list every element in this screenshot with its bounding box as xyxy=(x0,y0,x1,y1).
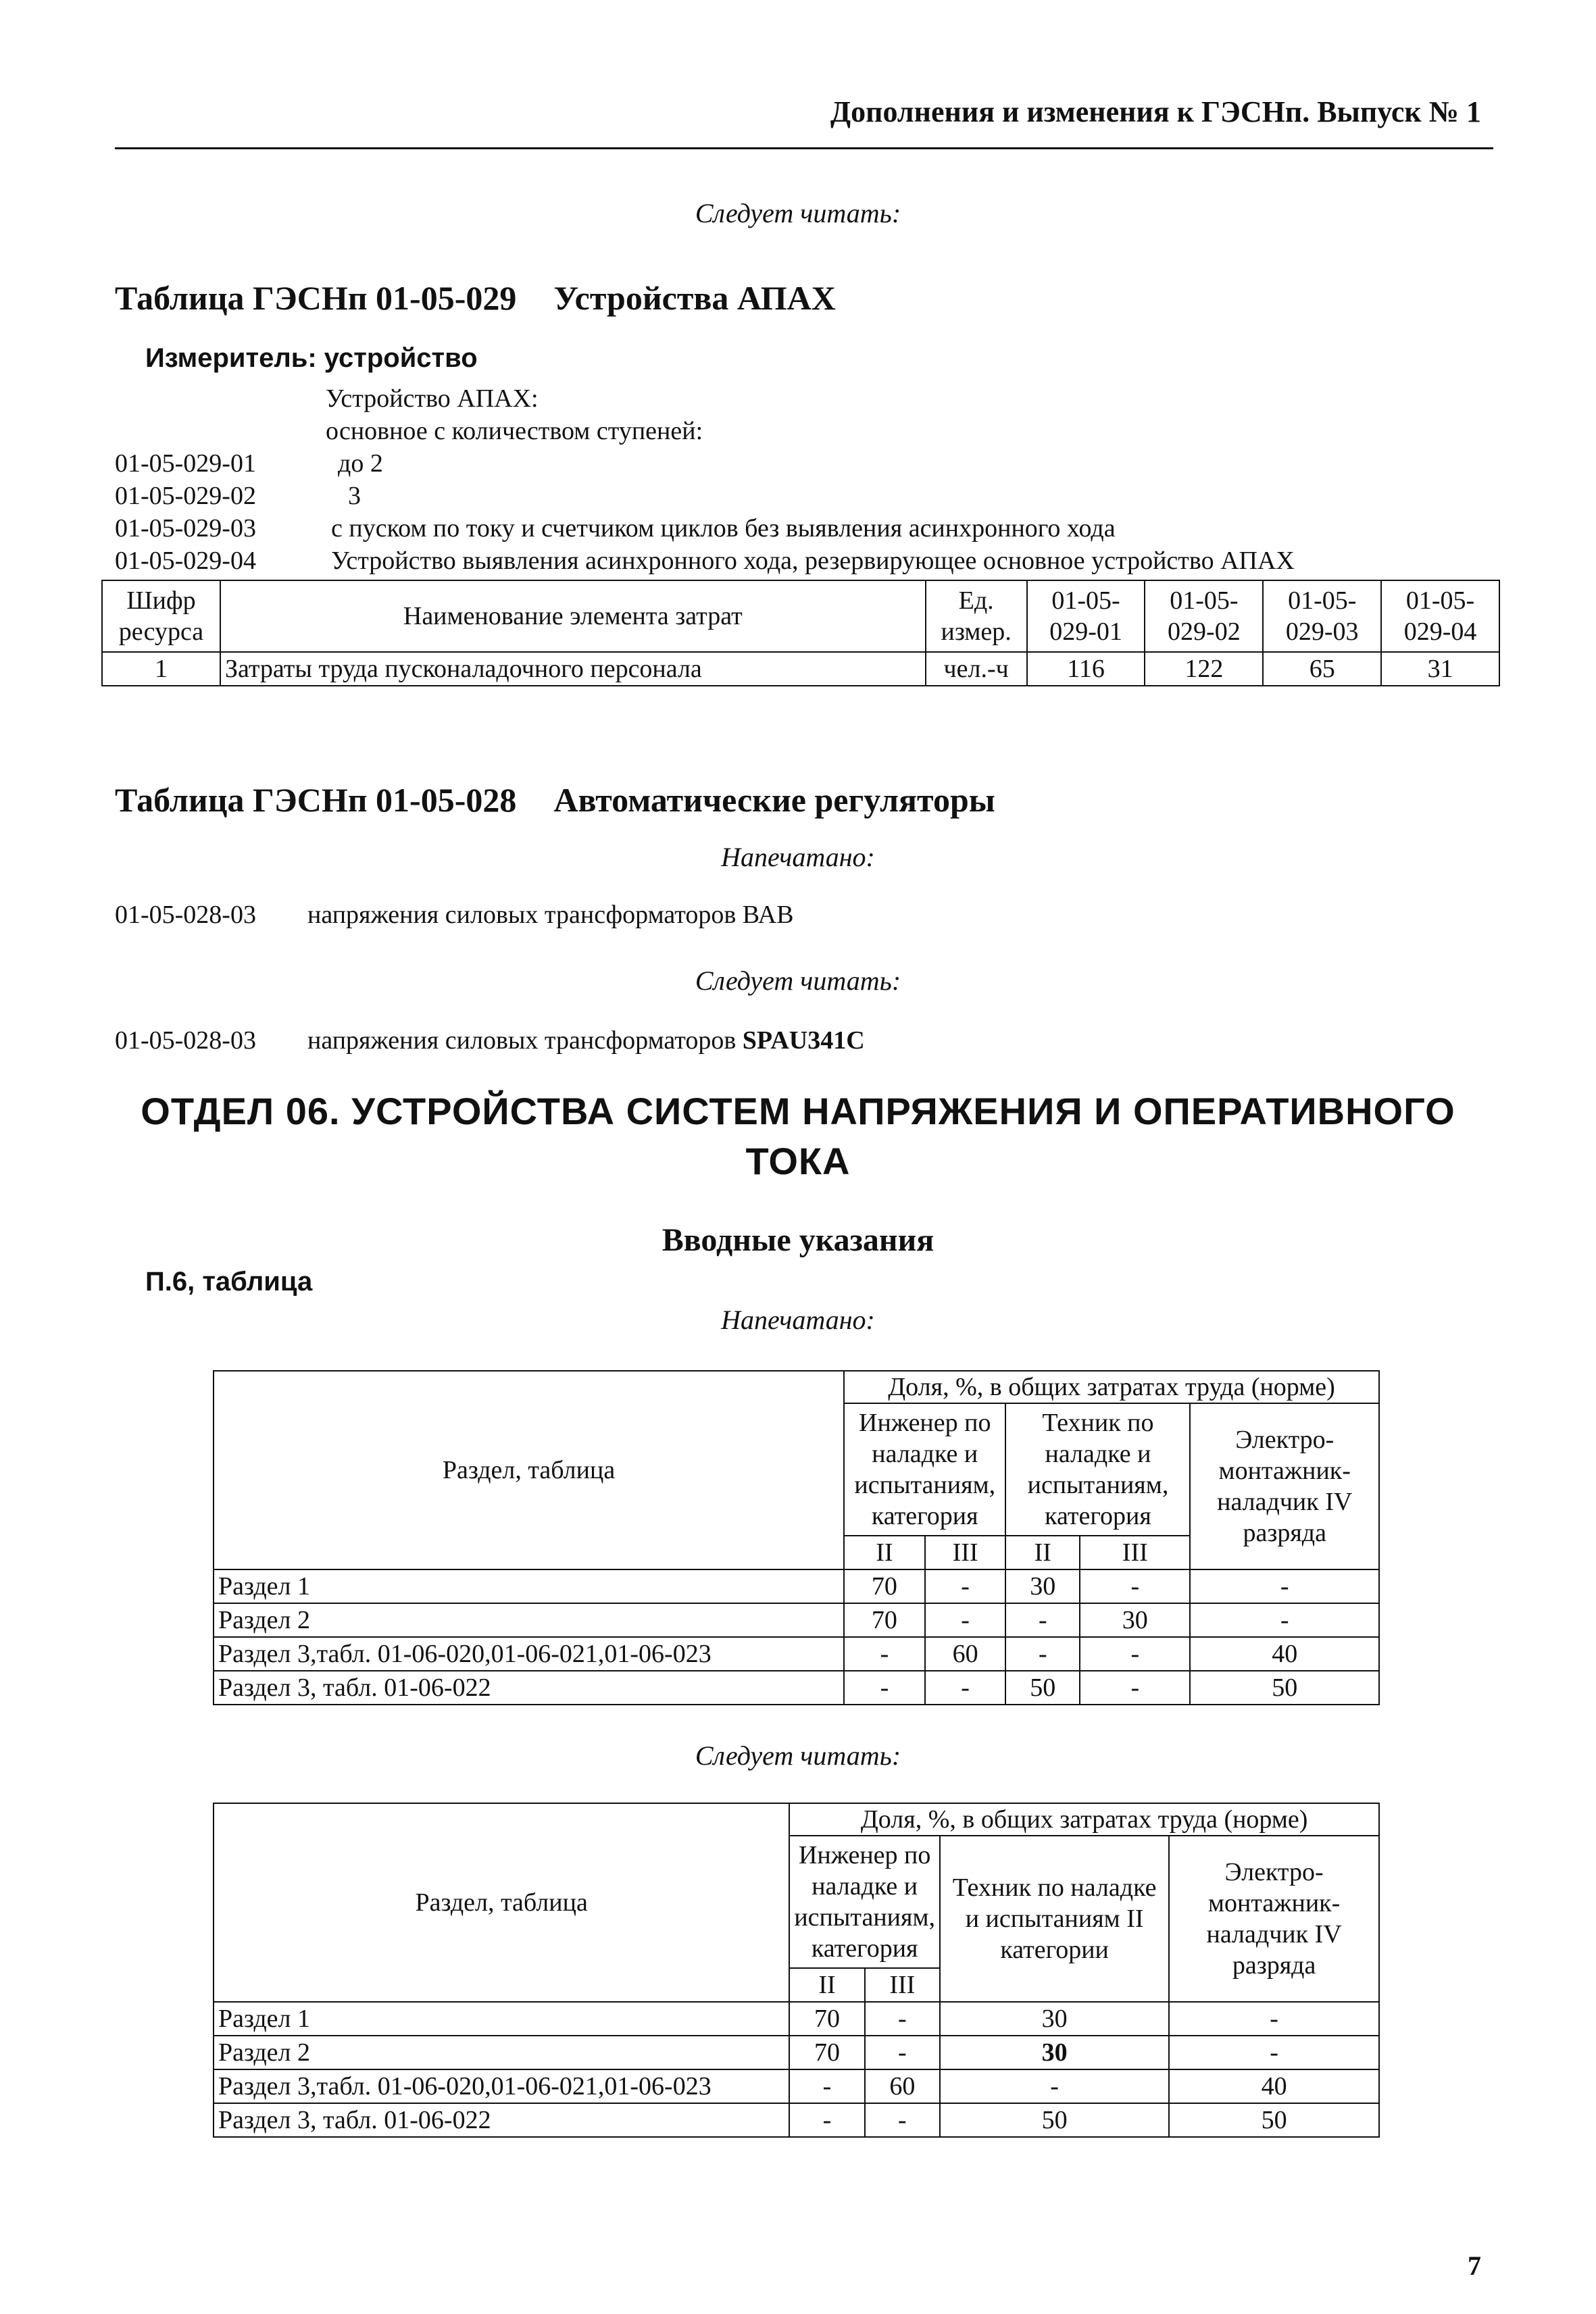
t029-line-5-text: Устройство выявления асинхронного хода, резервирующее основное устройство АПАХ xyxy=(331,547,1295,575)
section-title xyxy=(0,1086,1596,1186)
col-header-code: Шифр ресурса xyxy=(102,580,220,652)
row-unit: чел.-ч xyxy=(926,652,1027,686)
share-cell: - xyxy=(789,2103,864,2137)
share-cell: 70 xyxy=(789,2036,864,2069)
share-row-name: Раздел 1 xyxy=(214,2002,789,2036)
t029-line-3-code: 01-05-029-02 xyxy=(115,482,256,510)
share-cell: - xyxy=(1190,1603,1379,1637)
table-028-heading xyxy=(115,780,995,820)
printed-line-code: 01-05-028-03 xyxy=(115,901,256,929)
share-cell-bold: 30 xyxy=(940,2036,1169,2069)
read-as-label: Следует читать: xyxy=(695,965,901,996)
read-line-text xyxy=(307,1026,865,1055)
share-header-share: Доля, %, в общих затратах труда (норме) xyxy=(789,1803,1379,1836)
table-row xyxy=(214,2036,1379,2069)
share-table-printed xyxy=(213,1370,1380,1705)
share-row-name: Раздел 3, табл. 01-06-022 xyxy=(214,2103,789,2137)
share-cell: - xyxy=(865,2036,940,2069)
table-row xyxy=(214,1637,1379,1671)
table-028-code: Таблица ГЭСНп 01-05-028 xyxy=(115,781,517,819)
share-cell: - xyxy=(940,2069,1169,2103)
t029-line-4-text: с пуском по току и счетчиком циклов без выявления асинхронного хода xyxy=(331,514,1116,543)
table-row xyxy=(102,652,1499,686)
share-cat-eng-iii: III xyxy=(925,1536,1006,1569)
read-line-code: 01-05-028-03 xyxy=(115,1026,256,1055)
share-header-share: Доля, %, в общих затратах труда (норме) xyxy=(844,1371,1379,1403)
share-cell: - xyxy=(1005,1637,1080,1671)
row-code: 1 xyxy=(102,652,220,686)
col-header-1: 01-05-029-01 xyxy=(1027,580,1145,652)
share-header-section: Раздел, таблица xyxy=(214,1803,789,2002)
read-line-text-prefix: напряжения силовых трансформаторов xyxy=(307,1026,743,1055)
share-cell: 70 xyxy=(789,2002,864,2036)
col-header-unit: Ед. измер. xyxy=(926,580,1027,652)
share-cell: 70 xyxy=(844,1569,925,1603)
t029-line-2-text: до 2 xyxy=(338,449,383,478)
clause-label: П.6, таблица xyxy=(145,1267,313,1297)
share-cell: - xyxy=(844,1637,925,1671)
row-value-2: 122 xyxy=(1145,652,1263,686)
share-cell: - xyxy=(1005,1603,1080,1637)
table-029-heading xyxy=(115,278,836,318)
row-value-1: 116 xyxy=(1027,652,1145,686)
share-cell: - xyxy=(925,1671,1006,1705)
intro-heading: Вводные указания xyxy=(662,1222,934,1258)
row-value-3: 65 xyxy=(1263,652,1381,686)
t029-line-0: Устройство АПАХ: xyxy=(326,384,539,413)
share-cell: - xyxy=(865,2103,940,2137)
t029-line-4-code: 01-05-029-03 xyxy=(115,514,256,543)
share-cell: 60 xyxy=(865,2069,940,2103)
share-cell: - xyxy=(925,1603,1006,1637)
table-029-code: Таблица ГЭСНп 01-05-029 xyxy=(115,279,517,317)
read-as-label: Следует читать: xyxy=(695,198,901,228)
col-header-3: 01-05-029-03 xyxy=(1263,580,1381,652)
share-header-engineer: Инженер по наладке и испытаниям, категория xyxy=(789,1836,940,1968)
share-cat-eng-ii: II xyxy=(789,1968,864,2002)
col-header-2: 01-05-029-02 xyxy=(1145,580,1263,652)
share-cell: 40 xyxy=(1169,2069,1379,2103)
t029-line-3-text: 3 xyxy=(348,482,361,510)
share-cell: - xyxy=(925,1569,1006,1603)
t029-line-1: основное с количеством ступеней: xyxy=(326,417,703,445)
table-028-name: Автоматические регуляторы xyxy=(553,781,995,819)
share-cell: - xyxy=(1169,2002,1379,2036)
read-line-text-bold: SPAU341C xyxy=(742,1026,865,1055)
share-cat-tech-iii: III xyxy=(1080,1536,1190,1569)
col-header-name: Наименование элемента затрат xyxy=(220,580,926,652)
share-header-electric: Электро-монтажник-наладчик IV разряда xyxy=(1190,1403,1379,1569)
share-cell: - xyxy=(1080,1637,1190,1671)
share-cell: - xyxy=(1080,1569,1190,1603)
share-cell: 50 xyxy=(1169,2103,1379,2137)
table-row xyxy=(214,1569,1379,1603)
share-cell: 70 xyxy=(844,1603,925,1637)
share-cell: - xyxy=(1080,1671,1190,1705)
page-number: 7 xyxy=(1468,2250,1481,2281)
table-029-name: Устройства АПАХ xyxy=(553,279,836,317)
table-row xyxy=(214,1671,1379,1705)
share-cell: - xyxy=(789,2069,864,2103)
share-header-tech: Техник по наладке и испытаниям II категории xyxy=(940,1836,1169,2002)
share-cell: 50 xyxy=(1005,1671,1080,1705)
t029-line-5-code: 01-05-029-04 xyxy=(115,547,256,575)
share-cell: 30 xyxy=(940,2002,1169,2036)
share-row-name: Раздел 2 xyxy=(214,2036,789,2069)
table-029-unit: Измеритель: устройство xyxy=(145,343,478,373)
section-title-line-1: ОТДЕЛ 06. УСТРОЙСТВА СИСТЕМ НАПРЯЖЕНИЯ И ОПЕРАТИВНОГО xyxy=(141,1090,1455,1132)
share-header-engineer: Инженер по наладке и испытаниям, категория xyxy=(844,1403,1005,1536)
share-cell: 50 xyxy=(1190,1671,1379,1705)
share-cell: 40 xyxy=(1190,1637,1379,1671)
share-cell: - xyxy=(1190,1569,1379,1603)
resource-table xyxy=(101,580,1500,686)
share-row-name: Раздел 3,табл. 01-06-020,01-06-021,01-06-023 xyxy=(214,2069,789,2103)
share-cell: 60 xyxy=(925,1637,1006,1671)
share-cell: 30 xyxy=(1005,1569,1080,1603)
t029-line-2-code: 01-05-029-01 xyxy=(115,449,256,478)
share-table-corrected xyxy=(213,1803,1380,2138)
col-header-4: 01-05-029-04 xyxy=(1381,580,1499,652)
share-row-name: Раздел 3,табл. 01-06-020,01-06-021,01-06-023 xyxy=(214,1637,844,1671)
table-row xyxy=(214,2002,1379,2036)
printed-label: Напечатано: xyxy=(721,842,875,872)
share-row-name: Раздел 3, табл. 01-06-022 xyxy=(214,1671,844,1705)
share-header-electric: Электро-монтажник-наладчик IV разряда xyxy=(1169,1836,1379,2002)
share-cat-tech-ii: II xyxy=(1005,1536,1080,1569)
table-row xyxy=(214,1603,1379,1637)
printed-label: Напечатано: xyxy=(721,1305,875,1335)
share-cat-eng-iii: III xyxy=(865,1968,940,2002)
share-cat-eng-ii: II xyxy=(844,1536,925,1569)
share-row-name: Раздел 2 xyxy=(214,1603,844,1637)
share-row-name: Раздел 1 xyxy=(214,1569,844,1603)
table-row xyxy=(214,2103,1379,2137)
share-header-section: Раздел, таблица xyxy=(214,1371,844,1569)
row-name: Затраты труда пусконаладочного персонала xyxy=(220,652,926,686)
share-cell: 30 xyxy=(1080,1603,1190,1637)
printed-line-text: напряжения силовых трансформаторов ВАВ xyxy=(307,901,794,929)
share-cell: - xyxy=(865,2002,940,2036)
row-value-4: 31 xyxy=(1381,652,1499,686)
share-header-tech: Техник по наладке и испытаниям, категория xyxy=(1005,1403,1190,1536)
share-cell: - xyxy=(844,1671,925,1705)
read-as-label: Следует читать: xyxy=(695,1740,901,1771)
section-title-line-2: ТОКА xyxy=(745,1140,851,1182)
running-header: Дополнения и изменения к ГЭСНп. Выпуск № 1 xyxy=(830,95,1481,128)
header-rule xyxy=(115,147,1493,149)
share-cell: 50 xyxy=(940,2103,1169,2137)
table-row xyxy=(214,2069,1379,2103)
share-cell: - xyxy=(1169,2036,1379,2069)
